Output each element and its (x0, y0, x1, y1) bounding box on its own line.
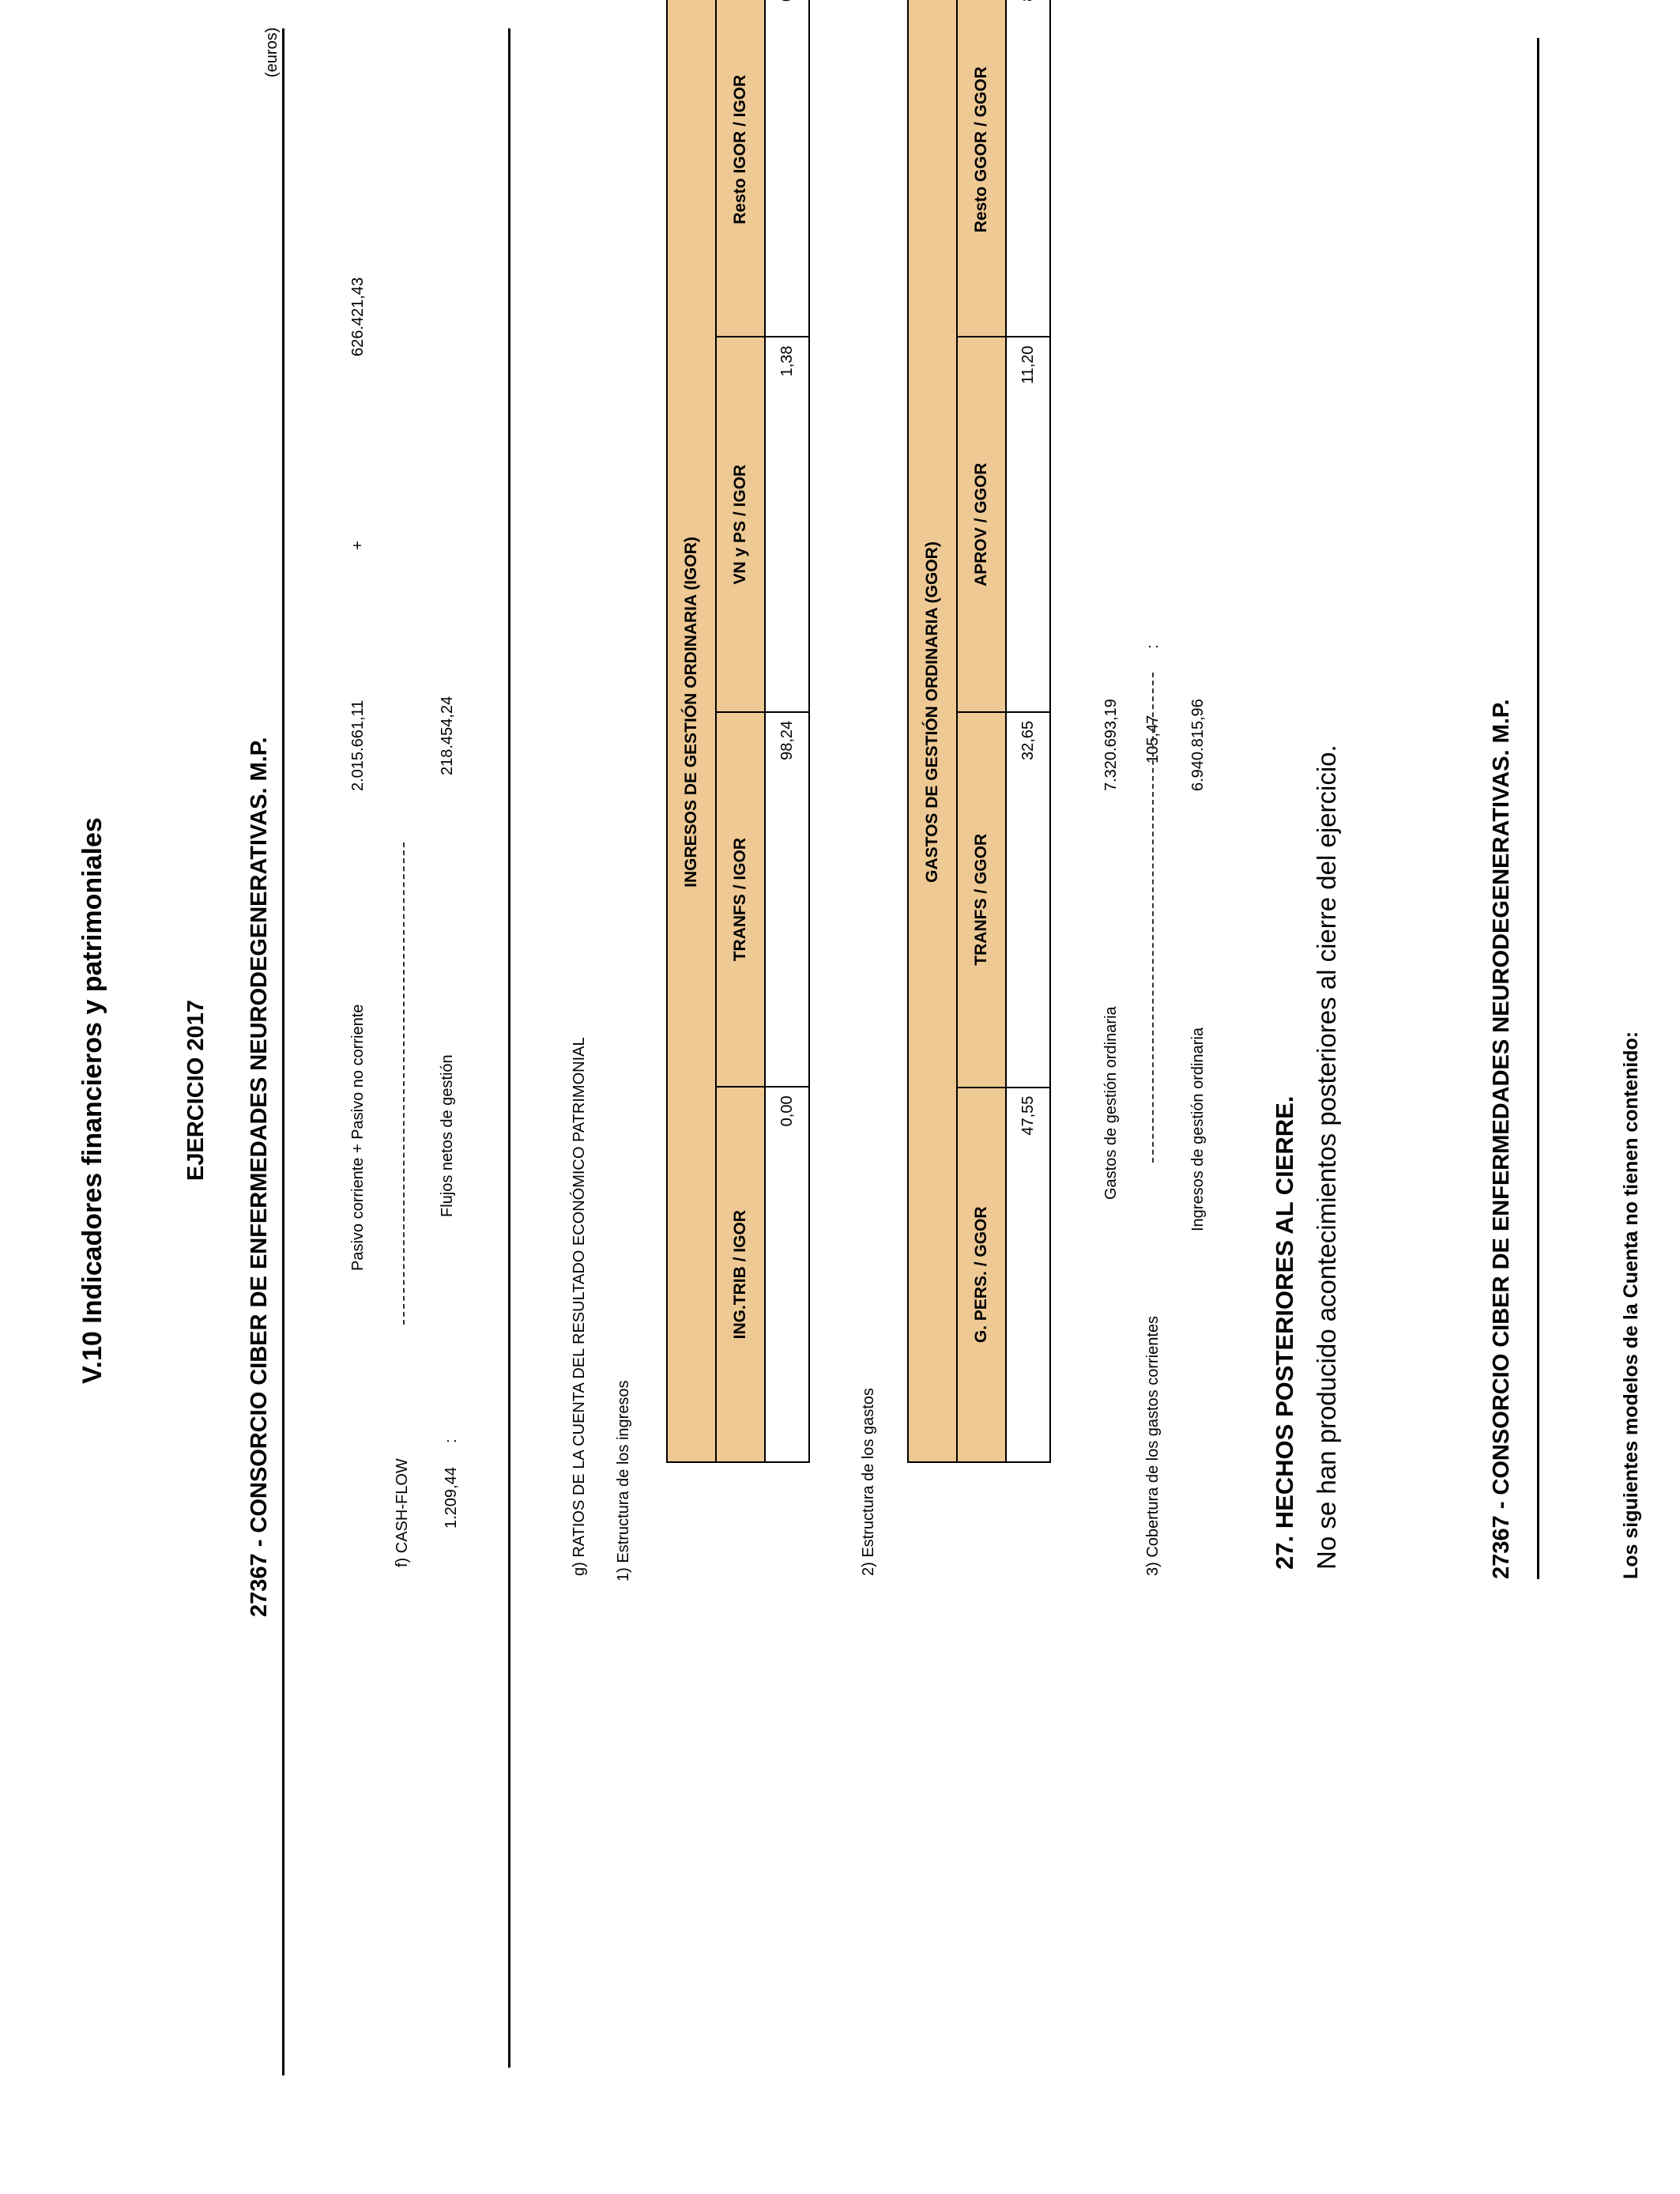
hechos-heading: 27. HECHOS POSTERIORES AL CIERRE. (1271, 1095, 1298, 1570)
gastos-structure-label: 2) Estructura de los gastos (860, 1388, 877, 1576)
ingresos-value-cell (765, 0, 809, 337)
cobertura-value: 105,47 (1144, 714, 1162, 763)
cobertura-denominator-label: Ingresos de gestión ordinaria (1189, 1027, 1207, 1231)
footer-entity: 27367 - CONSORCIO CIBER DE ENFERMEDADES NEURODEGENERATIVAS. M.P. (1489, 699, 1514, 1579)
ejercicio-label: EJERCICIO 2017 (183, 1000, 209, 1181)
footer-rule (1537, 38, 1539, 1579)
cashflow-numerator-value-1: 2.015.661,11 (349, 699, 367, 791)
ingresos-col-header: Resto IGOR / IGOR (716, 0, 765, 337)
ingresos-value-cell: 0,00 (765, 1087, 809, 1462)
cobertura-fraction-line (1152, 673, 1154, 1163)
ingresos-structure-label: 1) Estructura de los ingresos (615, 1380, 632, 1581)
section-rule (508, 28, 510, 2068)
gastos-table (907, 0, 1051, 1463)
gastos-col-header: G. PERS. / GGOR (957, 1088, 1006, 1462)
cashflow-plus: + (349, 541, 367, 550)
hechos-text: No se han producido acontecimientos posteriores al cierre del ejercicio. (1312, 745, 1341, 1570)
gastos-value-cell: 47,55 (1006, 1088, 1050, 1462)
ingresos-col-header: VN y PS / IGOR (716, 337, 765, 711)
cashflow-denominator-label: Flujos netos de gestión (439, 1054, 456, 1217)
ingresos-table (666, 0, 810, 1463)
gastos-table-title: GASTOS DE GESTIÓN ORDINARIA (GGOR) (908, 0, 957, 1462)
gastos-col-header: Resto GGOR / GGOR (957, 0, 1006, 337)
cashflow-denominator-value: 218.454,24 (439, 696, 456, 775)
cashflow-value: 1.209,44 (443, 1467, 460, 1529)
ratios-heading: g) RATIOS DE LA CUENTA DEL RESULTADO ECONÓMICO PATRIMONIAL (571, 1037, 588, 1576)
gastos-col-header: TRANFS / GGOR (957, 712, 1006, 1088)
ingresos-value-cell: 1,38 (765, 337, 809, 711)
entity-name: 27367 - CONSORCIO CIBER DE ENFERMEDADES NEURODEGENERATIVAS. M.P. (247, 737, 272, 1617)
gastos-col-header: APROV / GGOR (957, 337, 1006, 712)
cobertura-colon: : (1144, 644, 1162, 649)
ingresos-value-cell: 98,24 (765, 712, 809, 1088)
cashflow-label: f) CASH-FLOW (394, 1458, 411, 1567)
page-title: V.10 Indicadores financieros y patrimoniales (77, 817, 107, 1384)
units-label: (euros) (263, 27, 281, 77)
gastos-value-cell: 32,65 (1006, 712, 1050, 1088)
cashflow-numerator-value-2: 626.421,43 (349, 277, 367, 356)
cobertura-denominator-value: 6.940.815,96 (1189, 699, 1207, 791)
ingresos-col-header: ING.TRIB / IGOR (716, 1087, 765, 1462)
gastos-value-cell (1006, 0, 1050, 337)
cobertura-label: 3) Cobertura de los gastos corrientes (1144, 1315, 1162, 1576)
cashflow-fraction-line (403, 843, 405, 1325)
header-rule (282, 28, 284, 2075)
cobertura-numerator-label: Gastos de gestión ordinaria (1102, 1006, 1120, 1200)
footer-note: Los siguientes modelos de la Cuenta no tienen contenido: (1620, 1031, 1642, 1579)
ingresos-table-title: INGRESOS DE GESTIÓN ORDINARIA (IGOR) (667, 0, 716, 1462)
cashflow-colon: : (443, 1438, 460, 1443)
gastos-value-cell: 11,20 (1006, 337, 1050, 712)
cobertura-numerator-value: 7.320.693,19 (1102, 699, 1120, 791)
cashflow-numerator-label: Pasivo corriente + Pasivo no corriente (349, 1004, 367, 1271)
ingresos-col-header: TRANFS / IGOR (716, 712, 765, 1088)
